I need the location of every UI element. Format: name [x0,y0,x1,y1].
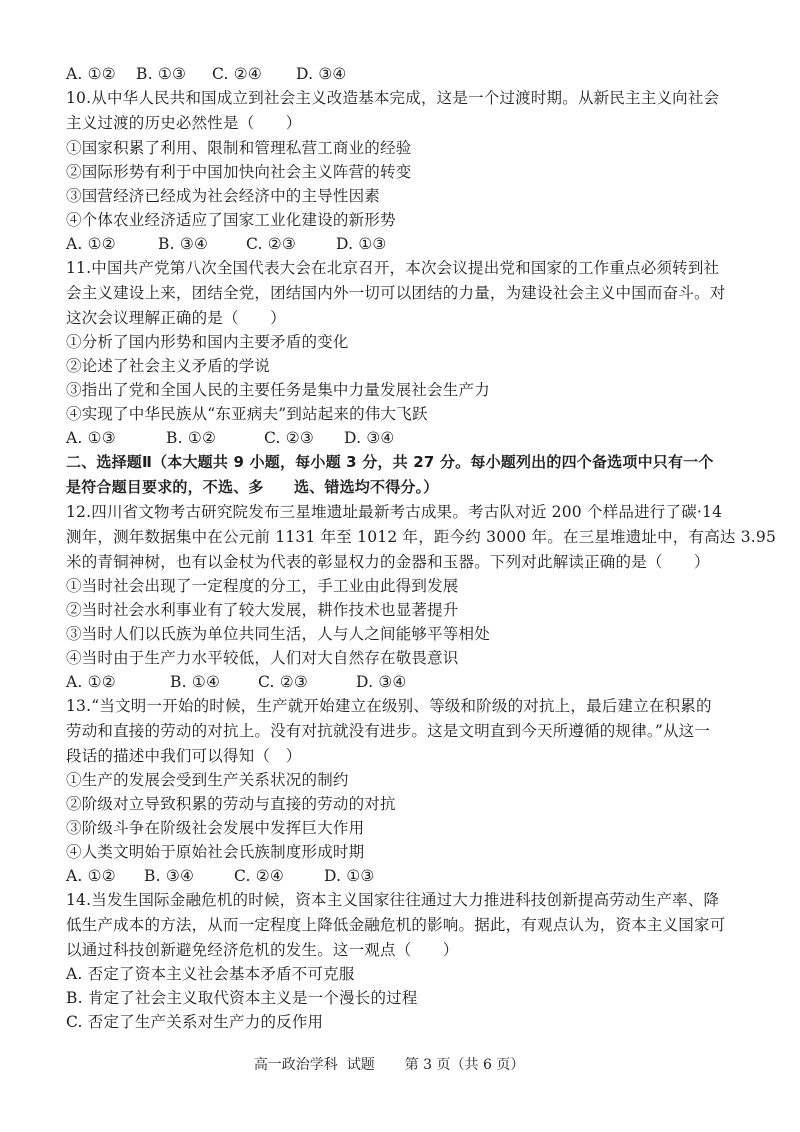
q12-options [66,672,407,692]
q12-statement-3: ③当时人们以氏族为单位共同生活，人与人之间能够平等相处 [66,625,490,643]
q12-stem-line-2: 测年，测年数据集中在公元前 1131 年至 1012 年，距今约 3000 年。在三星堆遗址中，有高达 3.95 [66,528,777,546]
q11-option-c: C. ②③ [264,429,314,447]
q10-options [66,234,387,254]
q13-statement-4: ④人类文明始于原始社会氏族制度形成时期 [66,843,365,861]
q11-stem-line-3: 这次会议理解正确的是（ ） [66,309,286,327]
q10-option-d: D. ①③ [336,235,387,253]
q9-option-c: C. ②④ [212,65,262,83]
section-2-heading-line-1: 二、选择题Ⅱ（本大题共 9 小题，每小题 3 分，共 27 分。每小题列出的四个备选项中只有一个 [66,453,714,471]
q13-statement-1: ①生产的发展会受到生产关系状况的制约 [66,771,349,789]
q12-statement-2: ②当时社会水利事业有了较大发展，耕作技术也显著提升 [66,601,459,619]
q12-statement-4: ④当时由于生产力水平较低，人们对大自然存在敬畏意识 [66,649,459,667]
q13-option-d: D. ①③ [324,867,375,885]
q11-statement-1: ①分析了国内形势和国内主要矛盾的变化 [66,333,349,351]
q14-choice-a: A. 否定了资本主义社会基本矛盾不可克服 [66,965,355,983]
q9-option-b: B. ①③ [136,65,187,83]
q12-statement-1: ①当时社会出现了一定程度的分工，手工业由此得到发展 [66,577,459,595]
q10-stem-line-1: 10.从中华人民共和国成立到社会主义改造基本完成，这是一个过渡时期。从新民主主义向社会 [66,89,720,107]
q10-option-b: B. ③④ [158,235,209,253]
q13-option-b: B. ③④ [144,867,195,885]
q14-stem-line-1: 14.当发生国际金融危机的时候，资本主义国家往往通过大力推进科技创新提高劳动生产率、降 [66,891,720,909]
q14-stem-line-3: 以通过科技创新避免经济危机的发生。这一观点（ ） [66,941,459,959]
q12-stem-line-3: 米的青铜神树，也有以金杖为代表的彰显权力的金器和玉器。下列对此解读正确的是（ ） [66,553,710,571]
q13-statement-2: ②阶级对立导致积累的劳动与直接的劳动的对抗 [66,795,396,813]
q13-options [66,866,375,886]
q11-statement-3: ③指出了党和全国人民的主要任务是集中力量发展社会生产力 [66,381,490,399]
q14-choice-c: C. 否定了生产关系对生产力的反作用 [66,1013,324,1031]
q13-statement-3: ③阶级斗争在阶级社会发展中发挥巨大作用 [66,819,365,837]
q10-statement-2: ②国际形势有利于中国加快向社会主义阵营的转变 [66,163,412,181]
q11-options [66,428,395,448]
q13-stem-line-3: 段话的描述中我们可以得知（ ） [66,747,302,765]
page-footer [236,1038,524,1090]
q10-option-c: C. ②③ [246,235,296,253]
q10-stem-line-2: 主义过渡的历史必然性是（ ） [66,114,302,132]
q10-statement-1: ①国家积累了利用、限制和管理私营工商业的经验 [66,139,412,157]
q9-option-d: D. ③④ [296,65,347,83]
q11-option-b: B. ①② [166,429,217,447]
q10-statement-4: ④个体农业经济适应了国家工业化建设的新形势 [66,211,396,229]
q9-options [66,64,347,84]
q12-option-b: B. ①④ [170,673,221,691]
q12-option-a: A. ①② [66,673,116,691]
q13-stem-line-2: 劳动和直接的劳动的对抗上。没有对抗就没有进步。这是文明直到今天所遵循的规律。”从这一 [66,722,711,740]
q13-option-a: A. ①② [66,867,116,885]
q12-option-c: C. ②③ [258,673,308,691]
q14-stem-line-2: 低生产成本的方法，从而一定程度上降低金融危机的影响。据此，有观点认为，资本主义国家可 [66,916,726,934]
q10-option-a: A. ①② [66,235,116,253]
q11-stem-line-2: 会主义建设上来，团结全党，团结国内外一切可以团结的力量，为建设社会主义中国而奋斗。对 [66,284,726,302]
q9-option-a: A. ①② [66,65,116,83]
q11-statement-4: ④实现了中华民族从“东亚病夫”到站起来的伟大飞跃 [66,405,428,423]
footer-subject: 高一政治学科 试题 [253,1057,375,1073]
section-2-heading-line-2: 是符合题目要求的，不选、多 选、错选均不得分。） [66,478,439,496]
q14-choice-b: B. 肯定了社会主义取代资本主义是一个漫长的过程 [66,989,418,1007]
q11-option-d: D. ③④ [344,429,395,447]
q11-stem-line-1: 11.中国共产党第八次全国代表大会在北京召开，本次会议提出党和国家的工作重点必须转到社 [66,259,720,277]
q12-option-d: D. ③④ [356,673,407,691]
q12-stem-line-1: 12.四川省文物考古研究院发布三星堆遗址最新考古成果。考古队对近 200 个样品进行了碳·14 [66,503,723,521]
q11-option-a: A. ①③ [66,429,116,447]
q13-stem-line-1: 13.“当文明一开始的时候，生产就开始建立在级别、等级和阶级的对抗上，最后建立在积累的 [66,697,712,715]
q10-statement-3: ③国营经济已经成为社会经济中的主导性因素 [66,187,381,205]
q13-option-c: C. ②④ [234,867,284,885]
footer-page-number: 第 3 页（共 6 页） [404,1057,525,1073]
q11-statement-2: ②论述了社会主义矛盾的学说 [66,357,271,375]
